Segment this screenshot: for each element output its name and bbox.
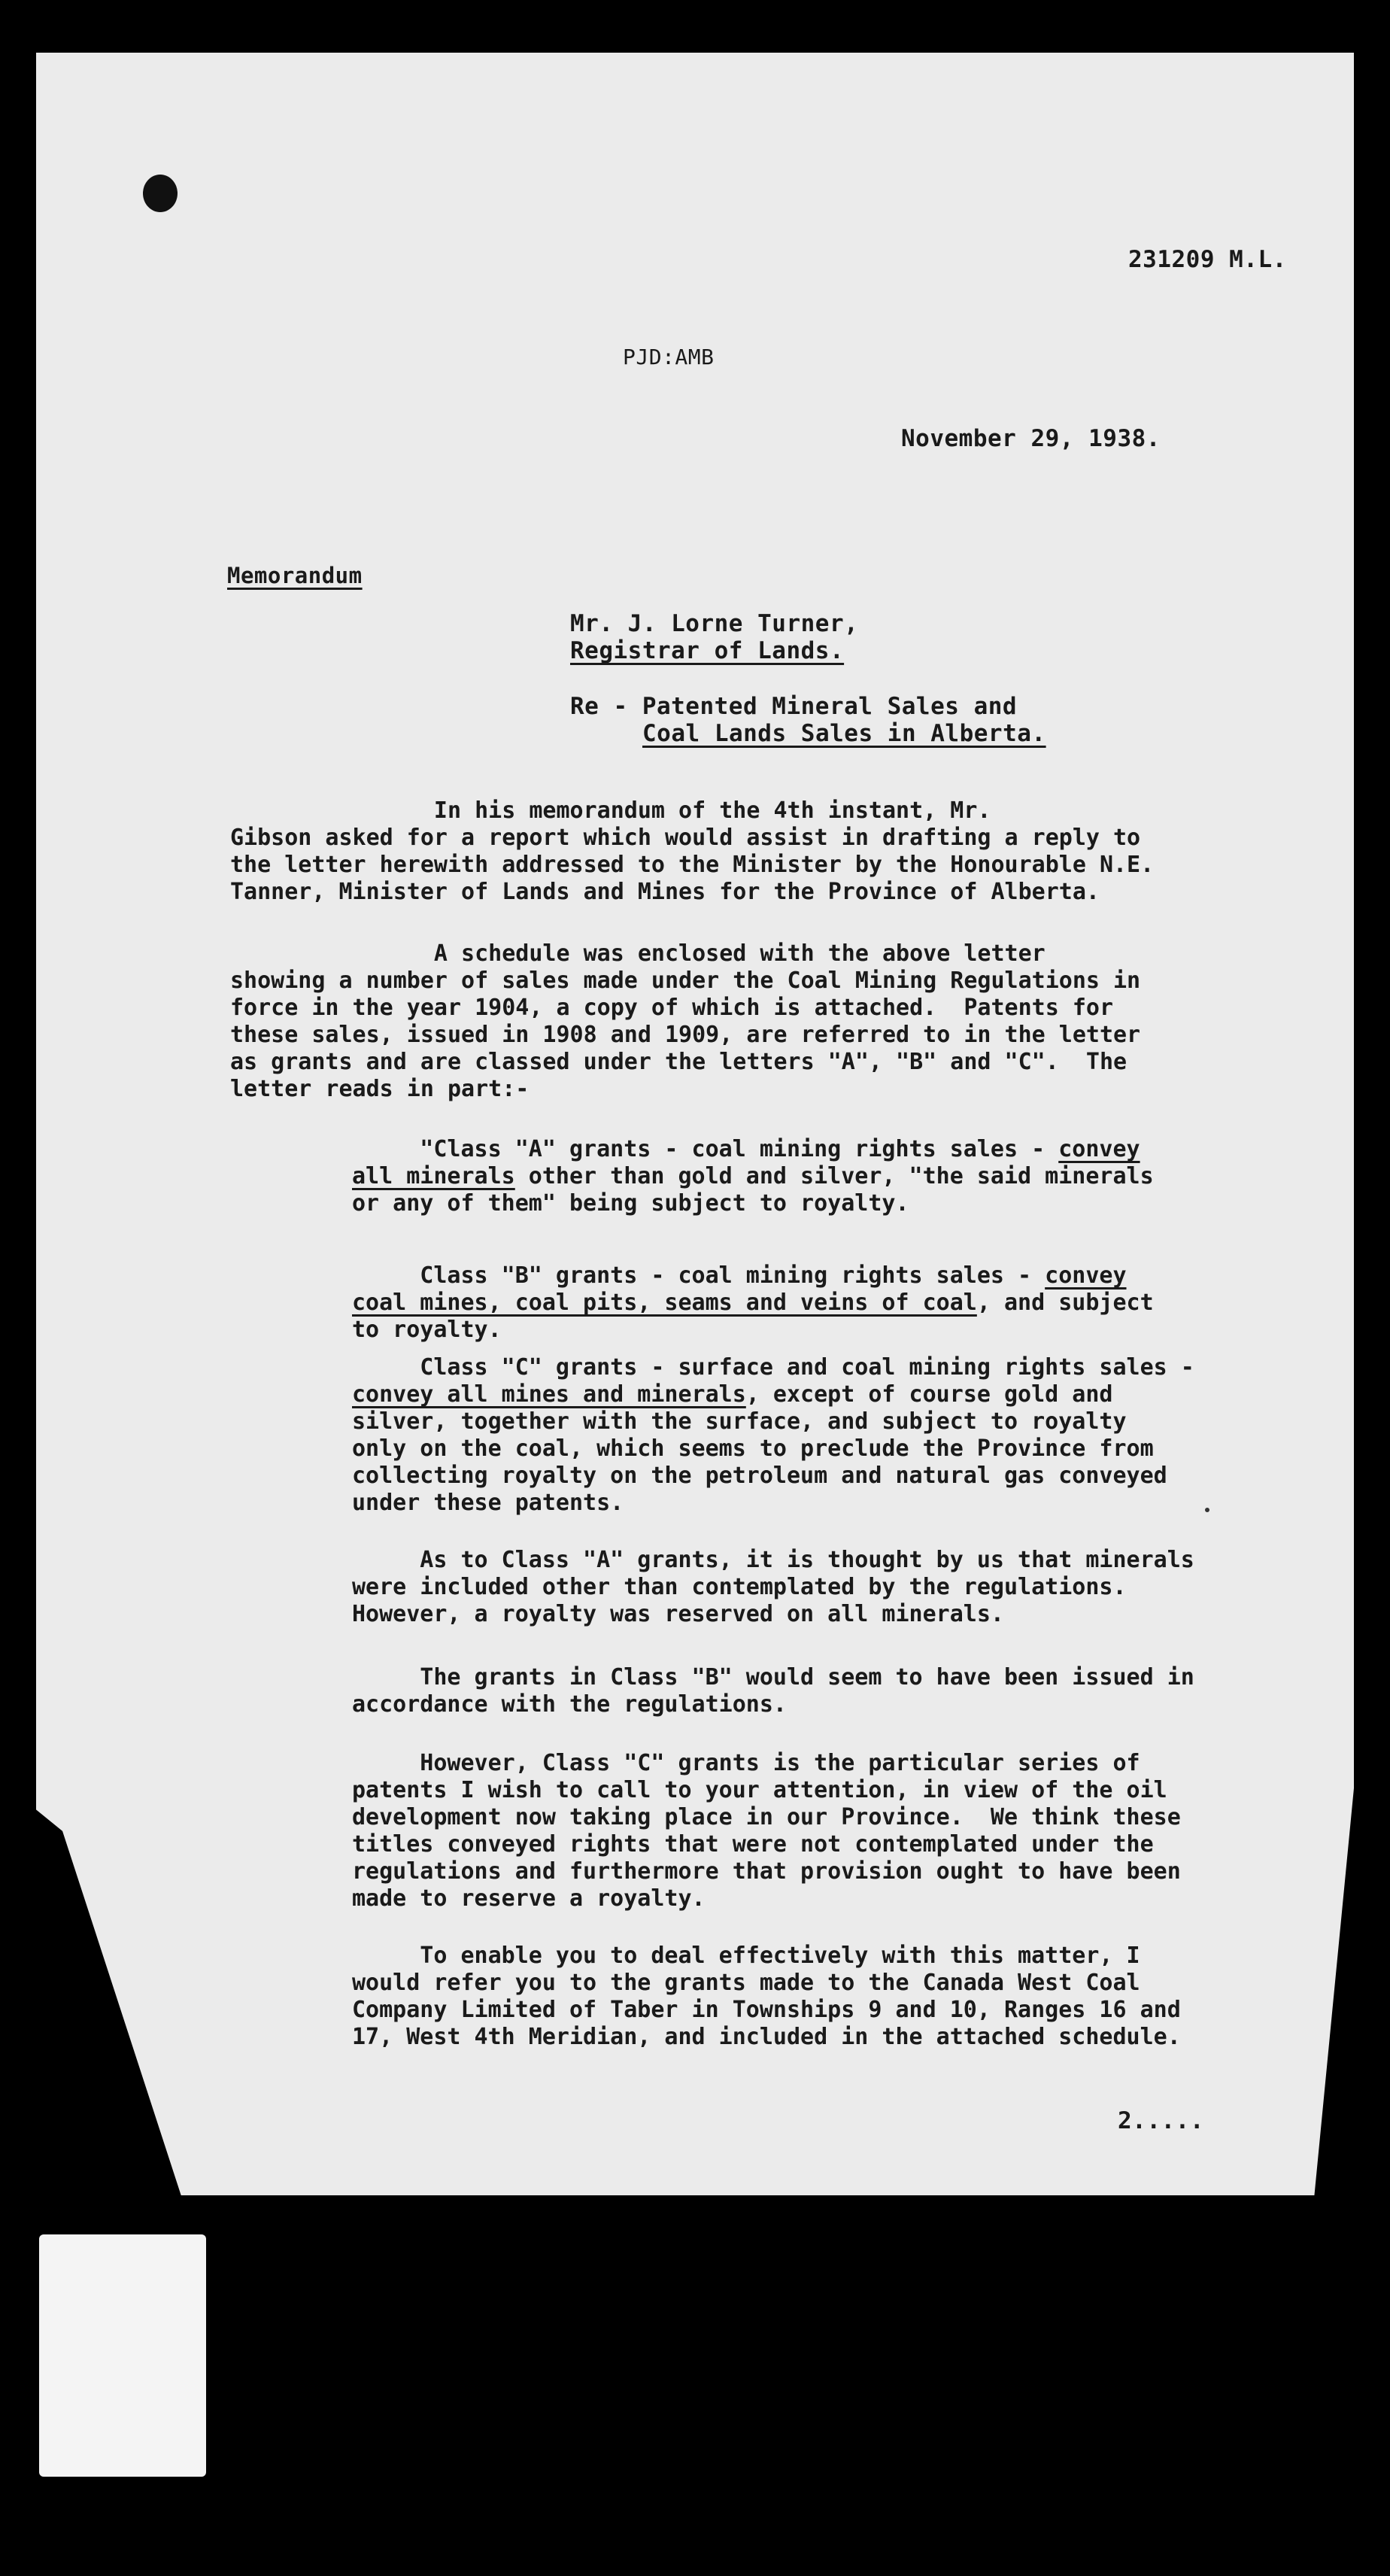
- paragraph-line: collecting royalty on the petroleum and natural gas conveyed: [352, 1463, 1167, 1489]
- reference-number: 231209 M.L.: [1128, 246, 1287, 273]
- paragraph-class-c: [352, 1750, 1181, 1912]
- paragraph-line: 17, West 4th Meridian, and included in the attached schedule.: [352, 2024, 1181, 2050]
- paragraph-line: The grants in Class "B" would seem to have been issued in: [352, 1664, 1194, 1690]
- paragraph-class-a-thought: [352, 1547, 1194, 1628]
- paragraph-line: under these patents.: [352, 1490, 624, 1516]
- underlined-text: coal mines, coal pits, seams and veins of coal: [352, 1290, 977, 1316]
- paragraph-line: Company Limited of Taber in Townships 9 and 10, Ranges 16 and: [352, 1997, 1181, 2023]
- quote-class-c: [352, 1354, 1194, 1517]
- paragraph-line: letter reads in part:-: [230, 1076, 530, 1102]
- paragraph-final: [352, 1943, 1181, 2051]
- paragraph-line: were included other than contemplated by the regulations.: [352, 1574, 1127, 1600]
- page-continuation: 2.....: [1118, 2107, 1204, 2134]
- paragraph-line: Gibson asked for a report which would assist in drafting a reply to: [230, 825, 1141, 851]
- paragraph-class-b: [352, 1664, 1194, 1718]
- paragraph-line: force in the year 1904, a copy of which is attached. Patents for: [230, 995, 1113, 1021]
- paragraph-line: [352, 1290, 1154, 1317]
- addressee-title: Registrar of Lands.: [570, 637, 845, 664]
- blank-slip: [39, 2234, 206, 2477]
- paragraph-line: In his memorandum of the 4th instant, Mr.: [230, 797, 991, 824]
- paragraph-line: However, Class "C" grants is the particular series of: [352, 1750, 1140, 1776]
- quote-text: , and subject: [976, 1290, 1154, 1316]
- quote-text: Class "B" grants - coal mining rights sales -: [352, 1262, 1046, 1289]
- paragraph-line: or any of them" being subject to royalty.: [352, 1190, 909, 1217]
- paragraph-intro: [230, 797, 1154, 906]
- paragraph-line: A schedule was enclosed with the above letter: [230, 940, 1046, 967]
- paragraph-line: development now taking place in our Province. We think these: [352, 1804, 1181, 1830]
- paragraph-line: Tanner, Minister of Lands and Mines for the Province of Alberta.: [230, 879, 1100, 905]
- typist-initials: PJD:AMB: [623, 345, 715, 369]
- paragraph-schedule: [230, 940, 1140, 1103]
- paragraph-line: to royalty.: [352, 1317, 502, 1343]
- underlined-text: convey: [1045, 1262, 1127, 1289]
- paragraph-line: As to Class "A" grants, it is thought by us that minerals: [352, 1547, 1194, 1573]
- paragraph-line: as grants and are classed under the letters "A", "B" and "C". The: [230, 1049, 1127, 1075]
- memo-heading: Memorandum: [227, 563, 363, 588]
- subject-line-2: Coal Lands Sales in Alberta.: [642, 720, 1046, 747]
- paragraph-line: However, a royalty was reserved on all minerals.: [352, 1601, 1004, 1627]
- paragraph-line: made to reserve a royalty.: [352, 1885, 706, 1912]
- underlined-text: all minerals: [352, 1163, 515, 1189]
- paragraph-line: [352, 1163, 1154, 1190]
- underlined-text: convey all mines and minerals: [352, 1381, 746, 1408]
- letter-date: November 29, 1938.: [901, 425, 1161, 452]
- punch-hole: [143, 175, 178, 212]
- paragraph-line: only on the coal, which seems to preclude the Province from: [352, 1435, 1154, 1462]
- paragraph-line: showing a number of sales made under the Coal Mining Regulations in: [230, 968, 1141, 994]
- paragraph-line: patents I wish to call to your attention, in view of the oil: [352, 1777, 1167, 1803]
- addressee-name: Mr. J. Lorne Turner,: [570, 610, 859, 637]
- paragraph-line: Class "C" grants - surface and coal mining rights sales -: [352, 1354, 1194, 1381]
- paragraph-line: the letter herewith addressed to the Minister by the Honourable N.E.: [230, 852, 1155, 878]
- paragraph-line: these sales, issued in 1908 and 1909, are referred to in the letter: [230, 1022, 1141, 1048]
- quote-class-b: [352, 1262, 1154, 1344]
- paragraph-line: silver, together with the surface, and subject to royalty: [352, 1408, 1127, 1435]
- quote-text: other than gold and silver, "the said minerals: [514, 1163, 1154, 1189]
- paragraph-line: would refer you to the grants made to the Canada West Coal: [352, 1970, 1140, 1996]
- subject-line-1: Re - Patented Mineral Sales and: [570, 693, 1018, 720]
- paragraph-line: titles conveyed rights that were not contemplated under the: [352, 1831, 1154, 1858]
- paragraph-line: [352, 1136, 1154, 1163]
- quote-class-a: [352, 1136, 1154, 1217]
- paragraph-line: accordance with the regulations.: [352, 1691, 787, 1718]
- paragraph-line: [352, 1262, 1154, 1290]
- quote-text: "Class "A" grants - coal mining rights sales -: [352, 1136, 1059, 1162]
- paragraph-line: regulations and furthermore that provision ought to have been: [352, 1858, 1181, 1885]
- paragraph-line: [352, 1381, 1194, 1408]
- quote-text: , except of course gold and: [745, 1381, 1113, 1408]
- ink-dot: [1205, 1508, 1209, 1512]
- paragraph-line: To enable you to deal effectively with this matter, I: [352, 1943, 1140, 1969]
- underlined-text: convey: [1058, 1136, 1140, 1162]
